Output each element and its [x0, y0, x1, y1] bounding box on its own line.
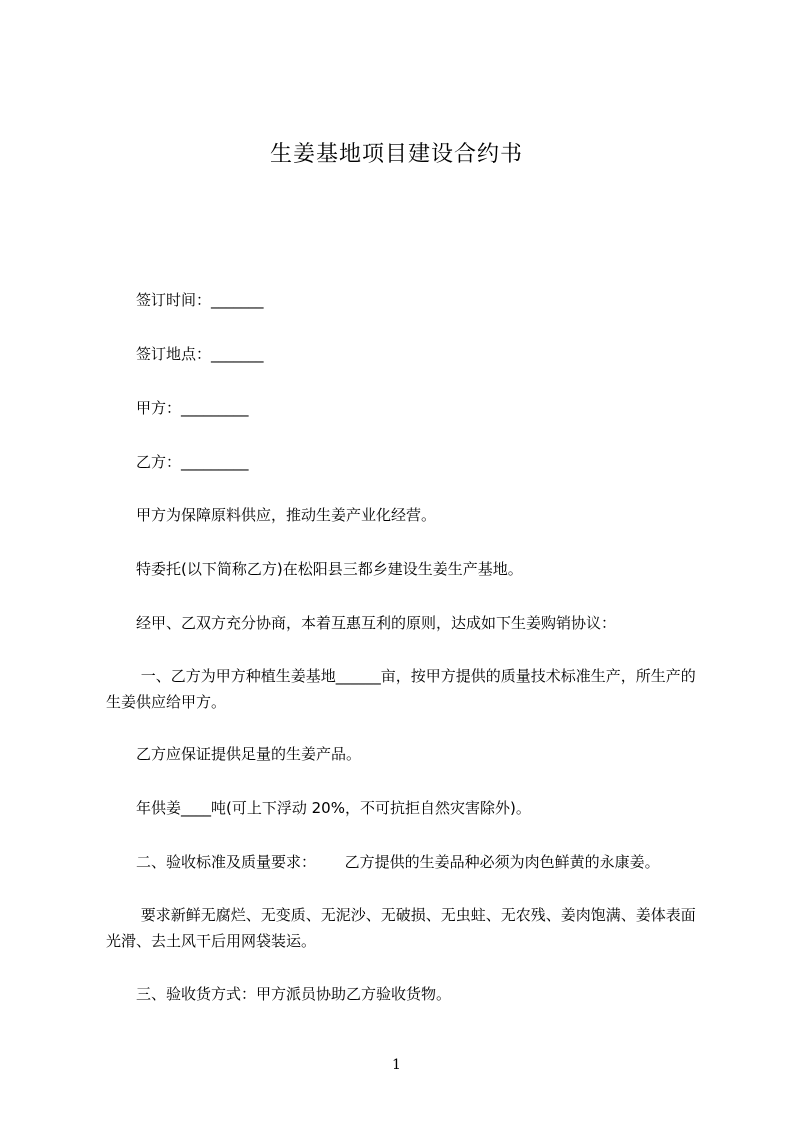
purpose-paragraph: 甲方为保障原料供应，推动生姜产业化经营。 [136, 506, 437, 524]
supply-guarantee-paragraph: 乙方应保证提供足量的生姜产品。 [136, 745, 362, 763]
agreement-intro-paragraph: 经甲、乙双方充分协商，本着互惠互利的原则，达成如下生姜购销协议： [136, 614, 617, 632]
document-title: 生姜基地项目建设合约书 [269, 142, 523, 167]
page-number: 1 [392, 1057, 401, 1073]
clause-three-paragraph: 三、验收货方式：甲方派员协助乙方验收货物。 [136, 985, 452, 1003]
signing-place-line: 签订地点：_______ [136, 345, 264, 363]
annual-supply-paragraph: 年供姜____吨(可上下浮动 20%，不可抗拒自然灾害除外)。 [136, 799, 531, 817]
party-a-line: 甲方：_________ [136, 399, 249, 417]
party-b-line: 乙方：_________ [136, 453, 249, 471]
quality-requirements-paragraph: 要求新鲜无腐烂、无变质、无泥沙、无破损、无虫蛀、无农残、姜肉饱满、姜体表面光滑、去土风干后用网袋装运。 [106, 906, 696, 950]
signing-time-line: 签订时间：_______ [136, 291, 264, 309]
clause-two-paragraph: 二、验收标准及质量要求： 乙方提供的生姜品种必须为肉色鲜黄的永康姜。 [136, 853, 660, 871]
clause-one-paragraph: 一、乙方为甲方种植生姜基地______亩，按甲方提供的质量技术标准生产，所生产的生姜供应给甲方。 [106, 667, 696, 711]
entrustment-paragraph: 特委托(以下简称乙方)在松阳县三都乡建设生姜生产基地。 [136, 560, 523, 578]
